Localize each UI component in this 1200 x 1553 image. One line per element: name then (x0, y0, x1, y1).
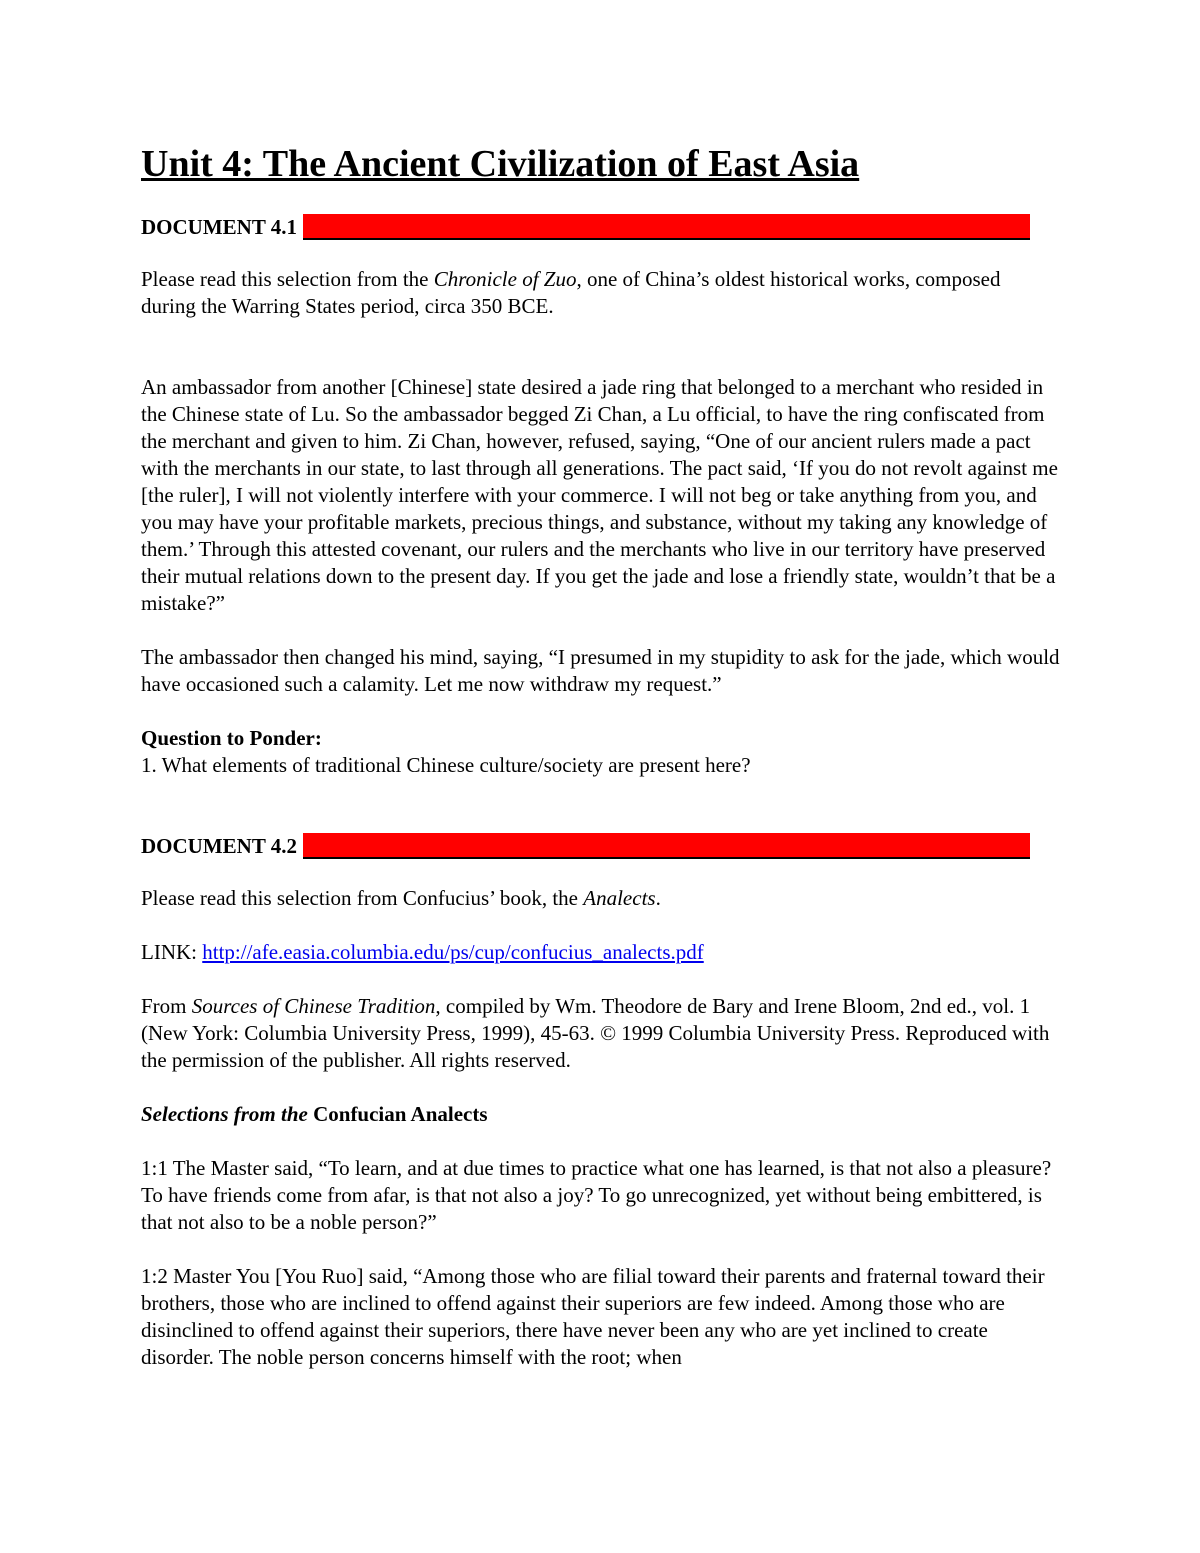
intro-text-start: Please read this selection from the (141, 267, 434, 291)
document-4-1-label: DOCUMENT 4.1 (141, 215, 297, 239)
document-4-1-heading (141, 212, 1060, 242)
chronicle-of-zuo-title: Chronicle of Zuo (433, 267, 577, 291)
document-4-2-intro (141, 885, 1060, 912)
analects-1-2: 1:2 Master You [You Ruo] said, “Among those who are filial toward their parents and fraternal toward their brothers, those who are inclined to offend against their superiors are few indeed. Among those who are disinclined to offend against their superiors, there have never been any who are yet inclined to create disorder. The noble person concerns himself with the root; when (141, 1264, 1045, 1369)
document-4-1-red-bar (303, 214, 1030, 240)
source-text-end: compiled by Wm. Theodore de Bary and Irene Bloom, 2nd ed., vol. 1 (New York: Columbia University Press, 1999), 45-63. © 1999 Columbia University Press. Reproduced with the permission of the publisher. All rights reserved. (141, 994, 1050, 1072)
selections-heading-italic: Selections from the (141, 1102, 308, 1126)
question-title: Question to Ponder: (141, 726, 322, 750)
document-4-1-intro (141, 266, 1060, 320)
link-label: LINK: (141, 940, 203, 964)
sources-of-chinese-tradition-title: Sources of Chinese Tradition, (191, 994, 441, 1018)
intro-text-end: , one of China’s oldest historical works, composed during the Warring States period, circa 350 BCE. (141, 267, 1001, 318)
link-line (141, 939, 1060, 966)
analects-pdf-link[interactable]: http://afe.easia.columbia.edu/ps/cup/confucius_analects.pdf (202, 940, 704, 964)
document-4-2-label: DOCUMENT 4.2 (141, 834, 297, 858)
question-1: 1. What elements of traditional Chinese culture/society are present here? (141, 753, 751, 777)
intro-text-end: . (655, 886, 661, 910)
document-4-2-red-bar (303, 833, 1030, 859)
zuo-passage-1: An ambassador from another [Chinese] state desired a jade ring that belonged to a merchant who resided in the Chinese state of Lu. So the ambassador begged Zi Chan, a Lu official, to have the ring confiscated from the merchant and given to him. Zi Chan, however, refused, saying, “One of our ancient rulers made a pact with the merchants in our state, to last through all generations. The pact said, ‘If you do not revolt against me [the ruler], I will not violently interfere with your commerce. I will not beg or take anything from you, and you may have your profitable markets, precious things, and substance, without my taking any knowledge of them.’ Through this attested covenant, our rulers and the merchants who live in our territory have preserved their mutual relations down to the present day. If you get the jade and lose a friendly state, wouldn’t that be a mistake?” (141, 375, 1058, 615)
zuo-passage-2: The ambassador then changed his mind, saying, “I presumed in my stupidity to ask for the jade, which would have occasioned such a calamity. Let me now withdraw my request.” (141, 645, 1060, 696)
analects-1-1: 1:1 The Master said, “To learn, and at due times to practice what one has learned, is that not also a pleasure? To have friends come from afar, is that not also a joy? To go unrecognized, yet without being embittered, is that not also to be a noble person?” (141, 1156, 1052, 1234)
intro-text-start: Please read this selection from Confucius’ book, the (141, 886, 584, 910)
document-4-2-heading (141, 831, 1060, 861)
analects-title: Analects (583, 886, 656, 910)
source-citation (141, 993, 1060, 1074)
selections-heading (141, 1101, 1060, 1128)
source-text-start: From (141, 994, 192, 1018)
question-block (141, 725, 1060, 779)
selections-heading-bold: Confucian Analects (307, 1102, 488, 1126)
page-title: Unit 4: The Ancient Civilization of East Asia (141, 143, 860, 185)
